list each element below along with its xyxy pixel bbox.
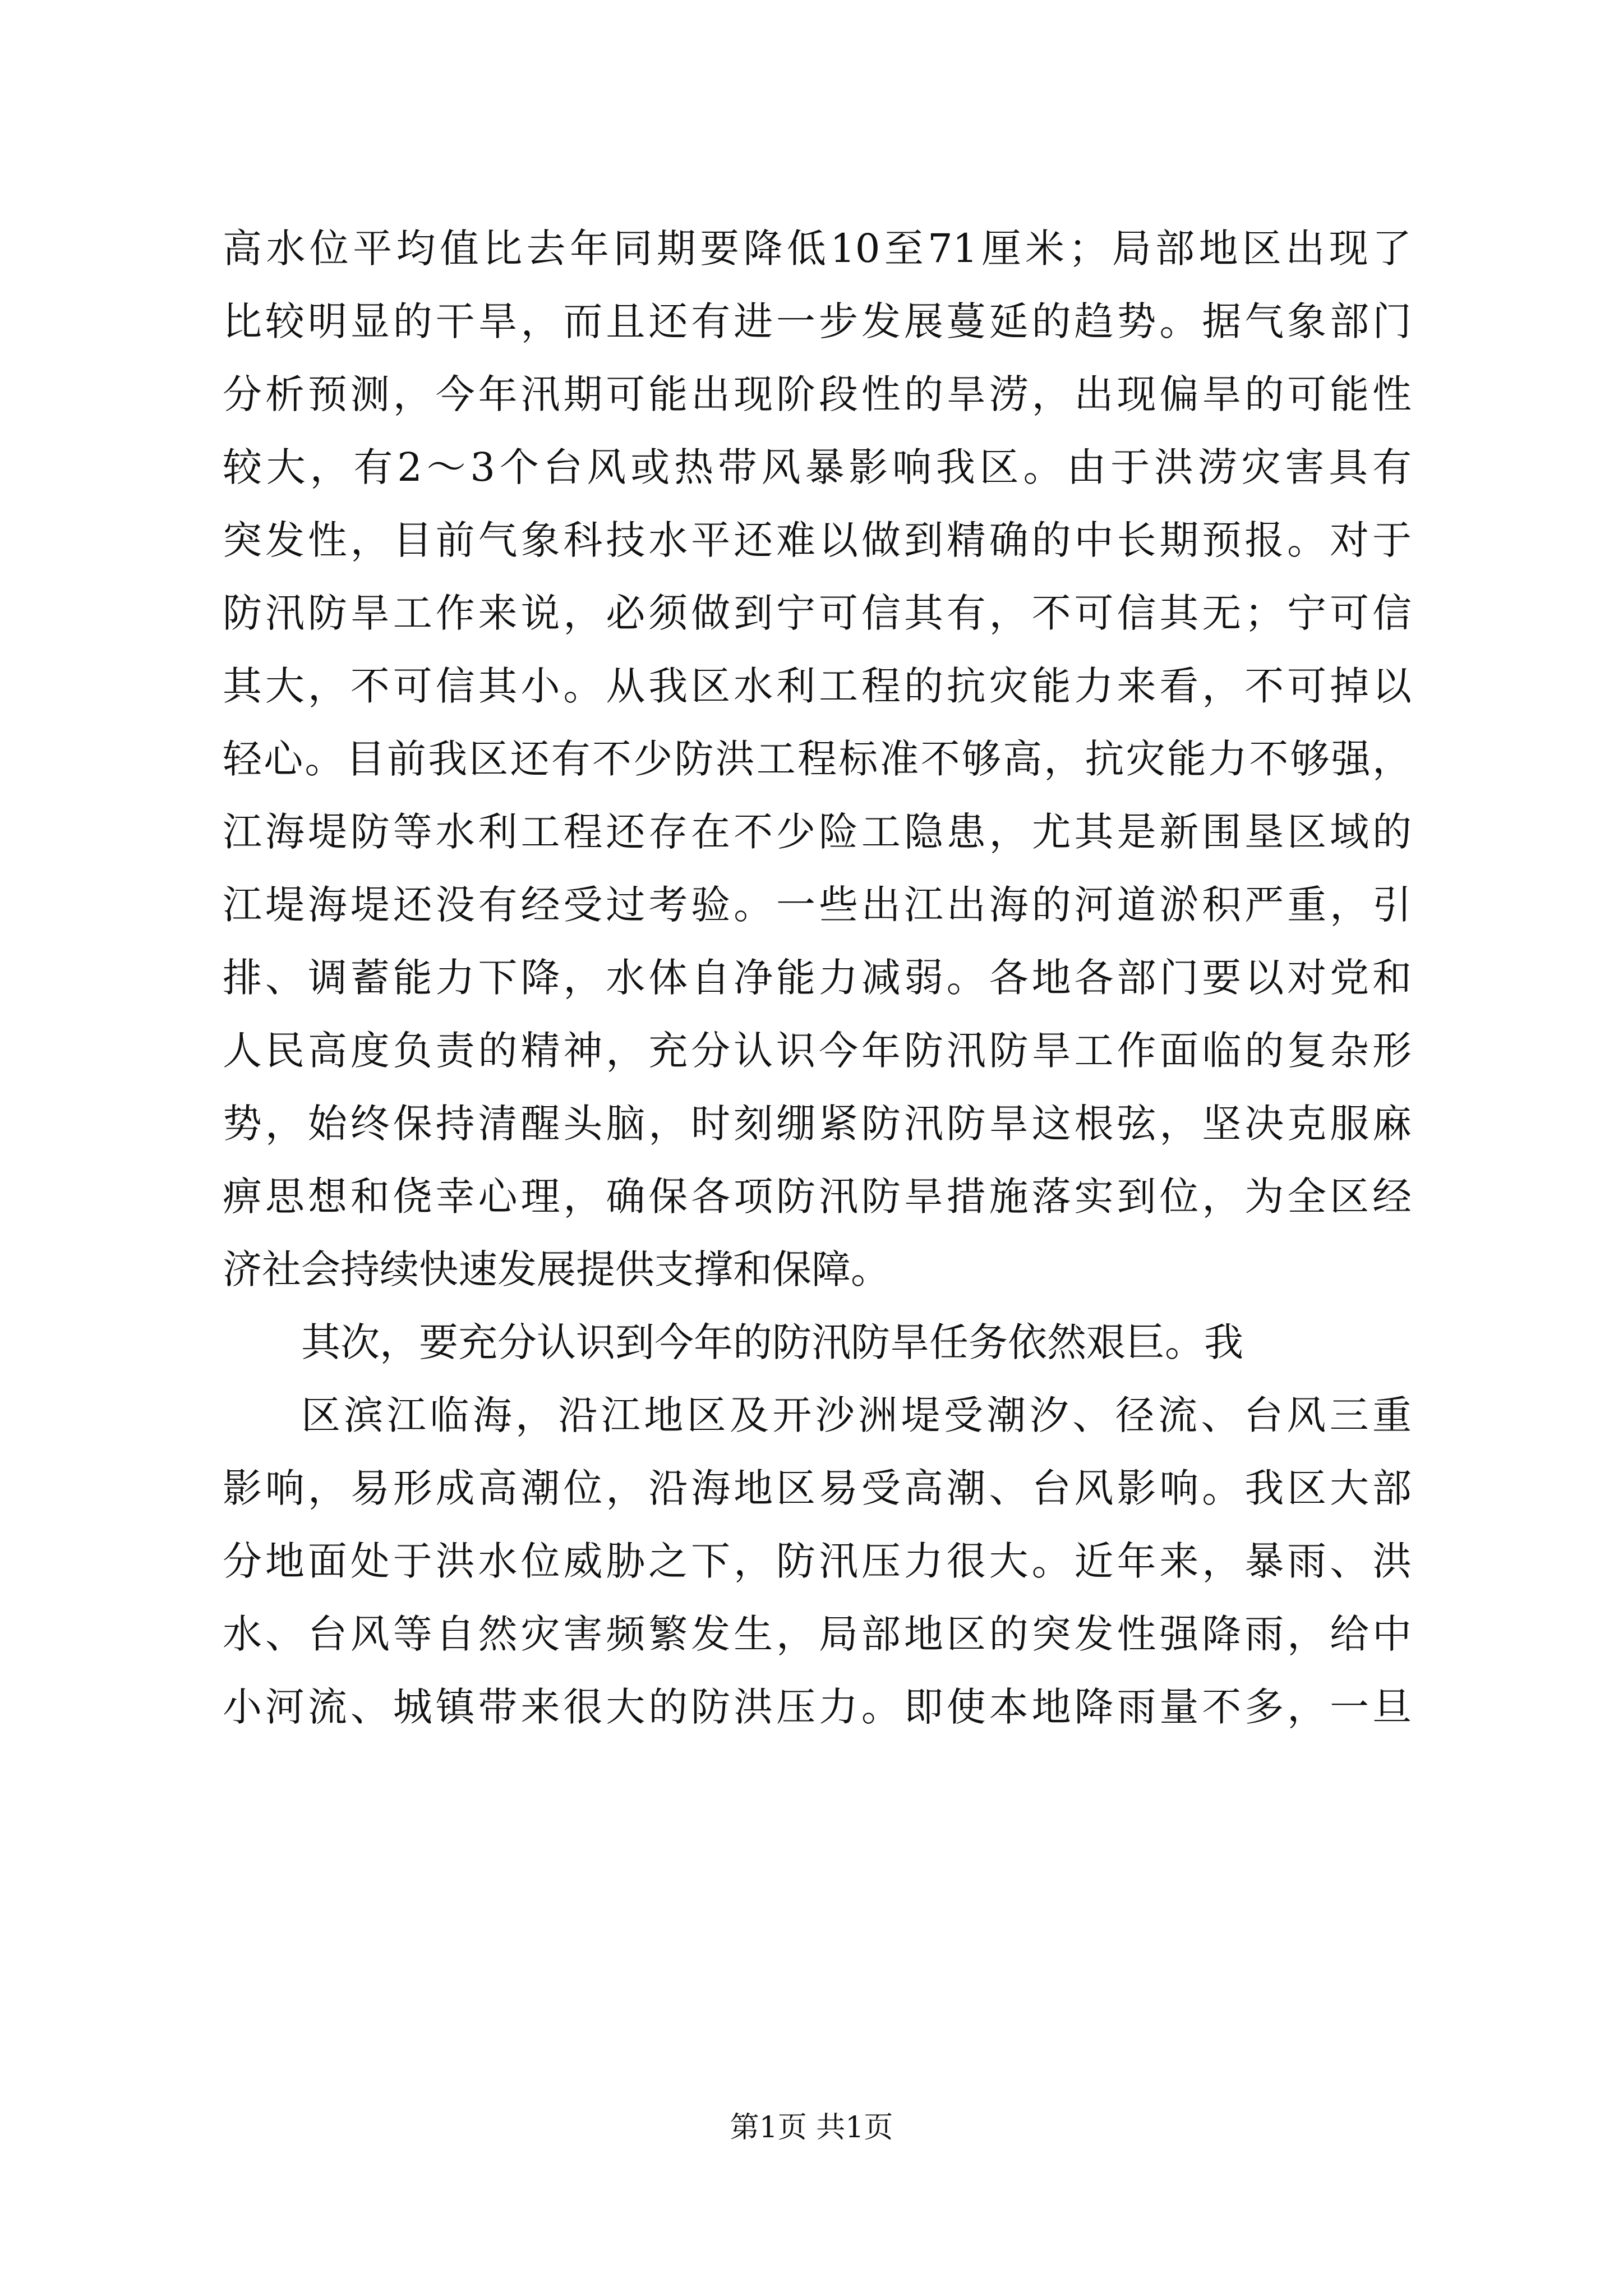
text-line-19: 分地面处于洪水位威胁之下，防汛压力很大。近年来，暴雨、洪 [223, 1538, 1412, 1584]
text-line-3: 分析预测，今年汛期可能出现阶段性的旱涝，出现偏旱的可能性 [223, 371, 1412, 417]
text-line-11: 排、调蓄能力下降，水体自净能力减弱。各地各部门要以对党和 [223, 955, 1412, 1001]
text-line-21: 小河流、城镇带来很大的防洪压力。即使本地降雨量不多，一旦 [223, 1684, 1412, 1730]
document-body [223, 212, 1412, 1743]
text-line-12: 人民高度负责的精神，充分认识今年防汛防旱工作面临的复杂形 [223, 1028, 1412, 1074]
text-line-10: 江堤海堤还没有经受过考验。一些出江出海的河道淤积严重，引 [223, 882, 1412, 928]
text-line-5: 突发性，目前气象科技水平还难以做到精确的中长期预报。对于 [223, 517, 1412, 563]
text-line-15: 济社会持续快速发展提供支撑和保障。 [223, 1246, 890, 1292]
text-line-6: 防汛防旱工作来说，必须做到宁可信其有，不可信其无；宁可信 [223, 590, 1412, 636]
text-line-7: 其大，不可信其小。从我区水利工程的抗灾能力来看，不可掉以 [223, 663, 1412, 709]
text-line-2: 比较明显的干旱，而且还有进一步发展蔓延的趋势。据气象部门 [223, 298, 1412, 344]
text-line-1: 高水位平均值比去年同期要降低10至71厘米；局部地区出现了 [223, 226, 1412, 272]
text-line-14: 痹思想和侥幸心理，确保各项防汛防旱措施落实到位，为全区经 [223, 1174, 1412, 1220]
text-line-4: 较大，有2～3个台风或热带风暴影响我区。由于洪涝灾害具有 [223, 444, 1412, 490]
text-line-16: 其次，要充分认识到今年的防汛防旱任务依然艰巨。我 [301, 1319, 1243, 1365]
text-line-18: 影响，易形成高潮位，沿海地区易受高潮、台风影响。我区大部 [223, 1465, 1412, 1511]
text-line-8: 轻心。目前我区还有不少防洪工程标准不够高，抗灾能力不够强， [223, 736, 1412, 782]
page-footer: 第1页 共1页 [730, 2111, 893, 2145]
text-line-17: 区滨江临海，沿江地区及开沙洲堤受潮汐、径流、台风三重 [301, 1392, 1412, 1438]
text-line-9: 江海堤防等水利工程还存在不少险工隐患，尤其是新围垦区域的 [223, 809, 1412, 855]
text-line-20: 水、台风等自然灾害频繁发生，局部地区的突发性强降雨，给中 [223, 1611, 1412, 1657]
text-line-13: 势，始终保持清醒头脑，时刻绷紧防汛防旱这根弦，坚决克服麻 [223, 1101, 1412, 1147]
